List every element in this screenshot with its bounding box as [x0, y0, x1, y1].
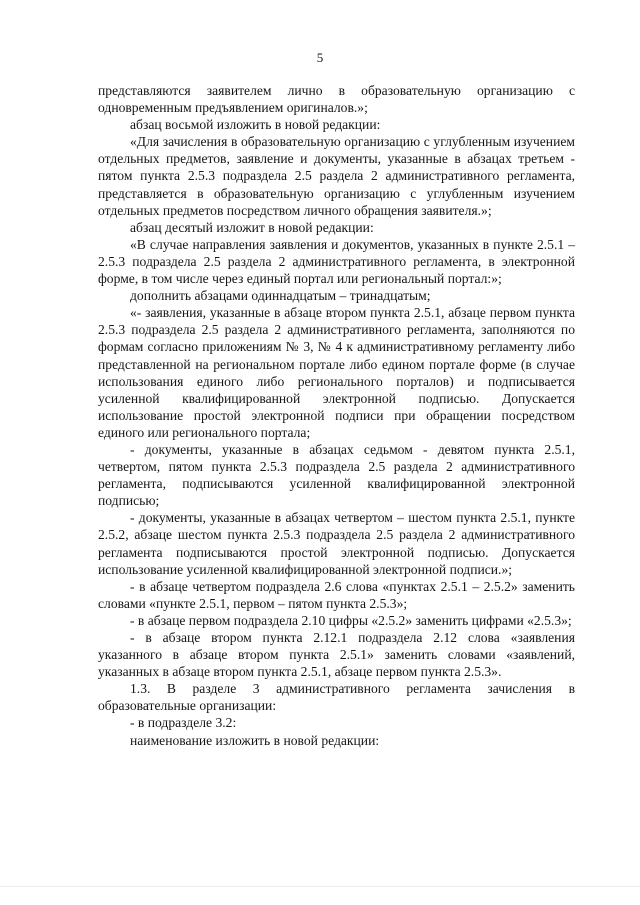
- paragraph: - в абзаце втором пункта 2.12.1 подраздела 2.12 слова «заявления указанного в абзаце втором пункта 2.5.1» заменить словами «заявлений, указанных в абзаце втором пункта 2.5.1, абзаце первом пункта 2.5.3».: [98, 630, 575, 680]
- paragraph: абзац восьмой изложить в новой редакции:: [130, 117, 381, 133]
- paragraph: - в подразделе 3.2:: [130, 715, 237, 731]
- paragraph: - документы, указанные в абзацах седьмом - девятом пункта 2.5.1, четвертом, пятом пункта 2.5.3 подраздела 2.5 раздела 2 административного регламента, подписываются усиленной квалифицированной электронной подписью;: [98, 441, 575, 509]
- paragraph: - документы, указанные в абзацах четвертом – шестом пункта 2.5.1, пункте 2.5.2, абзаце шестом пункта 2.5.3 подраздела 2.5 раздела 2 административного регламента подписываются простой электронной подписью. Допускается использование усиленной квалифицированной электронной подписи.»;: [98, 510, 575, 577]
- scan-edge-line: [0, 886, 640, 887]
- paragraph: наименование изложить в новой редакции:: [130, 732, 380, 748]
- document-body: [98, 82, 575, 749]
- paragraph: «Для зачисления в образовательную организацию с углубленным изучением отдельных предметов, заявление и документы, указанные в абзацах третьем - пятом пункта 2.5.3 подраздела 2.5 раздела 2 административного регламента, представляется в образовательную организацию с углубленным изучением отдельных предметов посредством личного обращения заявителя.»;: [98, 134, 575, 218]
- paragraph: 1.3. В разделе 3 административного регламента зачисления в образовательные организации:: [98, 681, 575, 714]
- paragraph: дополнить абзацами одиннадцатым – тринадцатым;: [130, 288, 431, 304]
- paragraph: «- заявления, указанные в абзаце втором пункта 2.5.1, абзаце первом пункта 2.5.3 подраздела 2.5 раздела 2 административного регламента, заполняются по формам согласно приложениям № 3, № 4 к административному регламенту либо представленной на региональном портале либо едином портале форме (в случае использования единого либо регионального порталов) и подписывается усиленной квалифицированной электронной подписью. Допускается использование простой электронной подписи при обращении посредством единого или регионального портала;: [98, 305, 575, 440]
- paragraph: представляются заявителем лично в образовательную организацию с одновременным предъявлением оригиналов.»;: [98, 83, 575, 116]
- paragraph: абзац десятый изложит в новой редакции:: [130, 219, 374, 235]
- paragraph: «В случае направления заявления и документов, указанных в пункте 2.5.1 – 2.5.3 подраздела 2.5 раздела 2 административного регламента, в электронной форме, в том числе через единый портал или региональный портал:»;: [98, 236, 575, 287]
- paragraph: - в абзаце первом подраздела 2.10 цифры «2.5.2» заменить цифрами «2.5.3»;: [130, 612, 572, 628]
- page-number: 5: [316, 50, 324, 65]
- paragraph: - в абзаце четвертом подраздела 2.6 слова «пунктах 2.5.1 – 2.5.2» заменить словами «пункте 2.5.1, первом – пятом пункта 2.5.3»;: [98, 578, 575, 611]
